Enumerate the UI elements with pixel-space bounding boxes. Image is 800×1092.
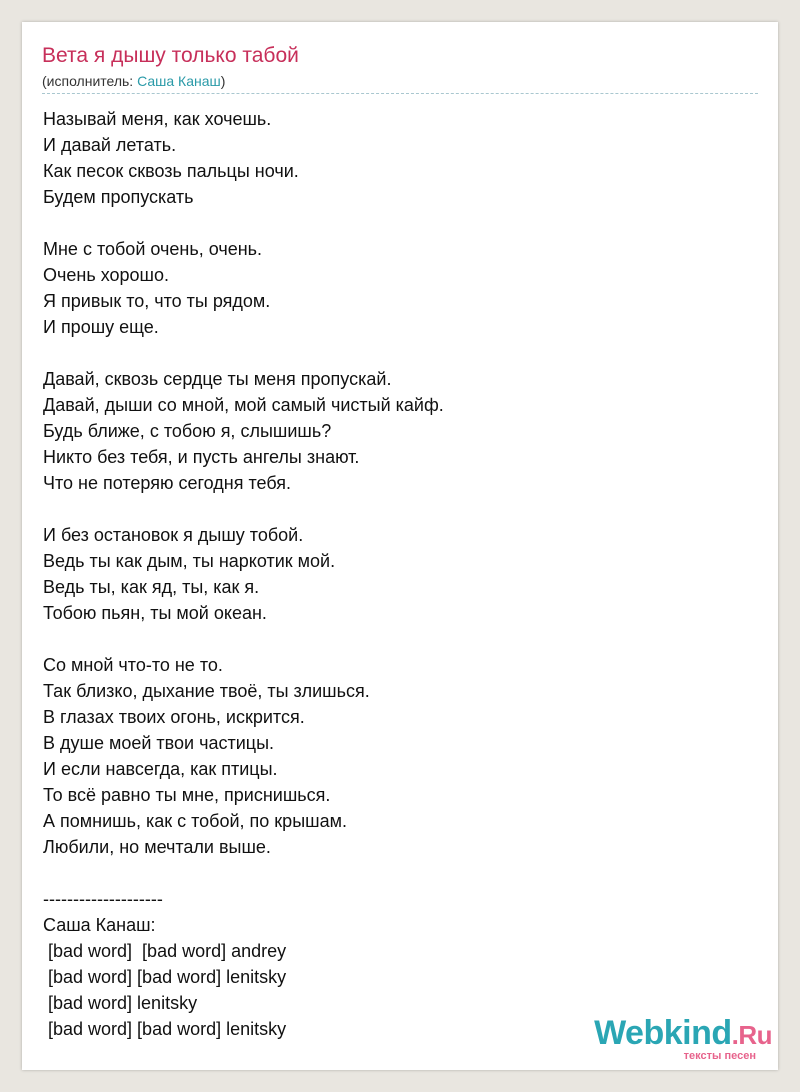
webkind-logo[interactable] bbox=[572, 1014, 772, 1062]
stanza bbox=[43, 106, 444, 210]
lyric-line: Мне с тобой очень, очень. bbox=[43, 239, 263, 259]
lyric-line: Будем пропускать bbox=[43, 187, 194, 207]
lyric-line: И давай летать. bbox=[43, 135, 177, 155]
stanza bbox=[43, 522, 444, 626]
credits-line: [bad word] [bad word] lenitsky bbox=[43, 1019, 287, 1039]
credits-line: [bad word] [bad word] andrey bbox=[43, 941, 287, 961]
lyric-line: То всё равно ты мне, приснишься. bbox=[43, 785, 331, 805]
lyrics-page bbox=[22, 22, 778, 1070]
stanza bbox=[43, 652, 444, 860]
stanza bbox=[43, 366, 444, 496]
credits-separator: -------------------- bbox=[43, 889, 163, 909]
logo-name: Webkind bbox=[594, 1014, 732, 1052]
lyric-line: Будь ближе, с тобою я, слышишь? bbox=[43, 421, 332, 441]
lyric-line: Со мной что-то не то. bbox=[43, 655, 223, 675]
title-divider bbox=[42, 93, 758, 94]
artist-byline bbox=[42, 73, 225, 89]
lyric-line: Ведь ты, как яд, ты, как я. bbox=[43, 577, 260, 597]
credits-line: Саша Канаш: bbox=[43, 915, 156, 935]
lyrics-body bbox=[43, 106, 444, 1042]
lyric-line: Я привык то, что ты рядом. bbox=[43, 291, 271, 311]
credits-line: [bad word] [bad word] lenitsky bbox=[43, 967, 287, 987]
lyric-line: Давай, дыши со мной, мой самый чистый кайф. bbox=[43, 395, 444, 415]
lyric-line: В глазах твоих огонь, искрится. bbox=[43, 707, 305, 727]
logo-wordmark bbox=[594, 1014, 772, 1053]
lyric-line: И если навсегда, как птицы. bbox=[43, 759, 278, 779]
logo-tagline: тексты песен bbox=[683, 1050, 756, 1062]
lyric-line: Что не потеряю сегодня тебя. bbox=[43, 473, 291, 493]
artist-link[interactable]: Саша Канаш bbox=[137, 73, 221, 89]
lyric-line: И прошу еще. bbox=[43, 317, 159, 337]
lyric-line: Очень хорошо. bbox=[43, 265, 169, 285]
song-title: Вета я дышу только табой bbox=[42, 44, 299, 67]
stanza bbox=[43, 236, 444, 340]
lyric-line: Ведь ты как дым, ты наркотик мой. bbox=[43, 551, 336, 571]
logo-domain: .Ru bbox=[731, 1020, 772, 1050]
lyric-line: Как песок сквозь пальцы ночи. bbox=[43, 161, 299, 181]
byline-suffix: ) bbox=[220, 73, 226, 89]
lyric-line: А помнишь, как с тобой, по крышам. bbox=[43, 811, 347, 831]
credits-line: [bad word] lenitsky bbox=[43, 993, 198, 1013]
byline-prefix: (исполнитель: bbox=[42, 73, 138, 89]
lyric-line: Любили, но мечтали выше. bbox=[43, 837, 271, 857]
lyric-line: Давай, сквозь сердце ты меня пропускай. bbox=[43, 369, 392, 389]
lyric-line: Называй меня, как хочешь. bbox=[43, 109, 272, 129]
lyric-line: Так близко, дыхание твоё, ты злишься. bbox=[43, 681, 370, 701]
lyric-line: Тобою пьян, ты мой океан. bbox=[43, 603, 267, 623]
lyric-line: Никто без тебя, и пусть ангелы знают. bbox=[43, 447, 360, 467]
lyric-line: И без остановок я дышу тобой. bbox=[43, 525, 304, 545]
lyric-line: В душе моей твои частицы. bbox=[43, 733, 275, 753]
credits-block bbox=[43, 886, 444, 1042]
